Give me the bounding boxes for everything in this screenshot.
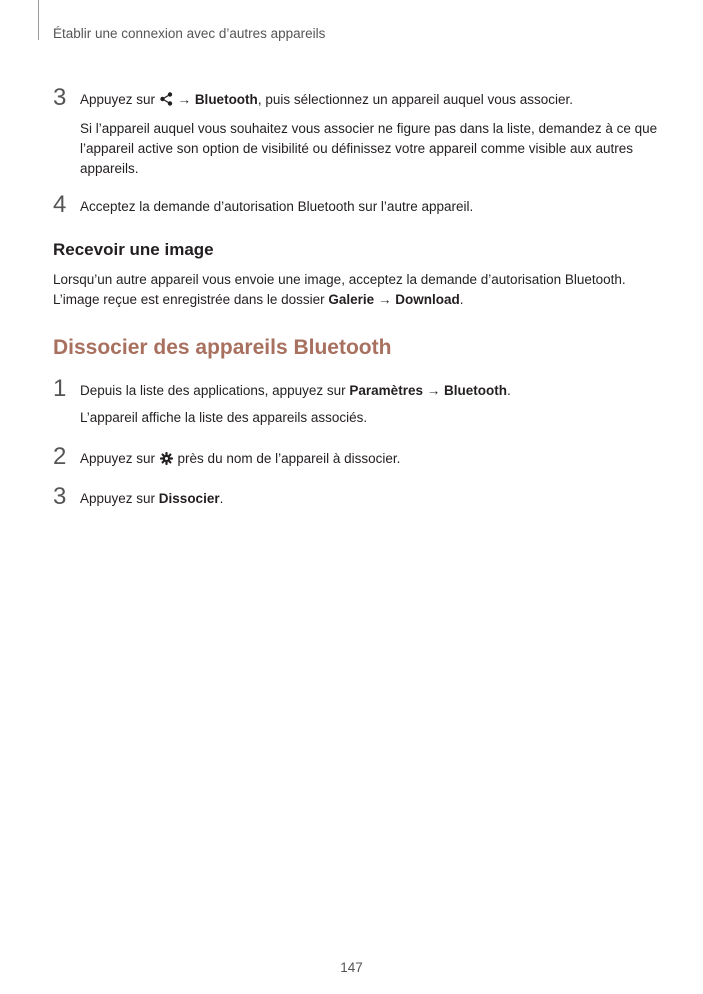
step-instruction [80,449,663,471]
step-instruction [80,90,663,112]
menu-bluetooth: Bluetooth [443,383,507,398]
note-line: Si l’appareil auquel vous souhaitez vous associer ne figure pas dans la liste, demandez à ce que [80,121,658,136]
receive-paragraph [53,270,626,310]
instruction-prefix: Appuyez sur [80,451,159,466]
option-dissocier: Dissocier [158,491,220,506]
folder-download: Download [395,292,460,307]
step-number: 2 [53,443,67,470]
note-line: appareils. [80,161,139,176]
step-instruction [80,489,663,509]
page-number: 147 [340,960,363,975]
step-number: 1 [53,375,67,402]
arrow: → [374,292,396,307]
unpair-step-1 [53,375,663,428]
menu-bluetooth: Bluetooth [194,92,258,107]
line-prefix: L’image reçue est enregistrée dans le dossier [53,292,329,307]
step-instruction: Acceptez la demande d’autorisation Bluetooth sur l’autre appareil. [80,199,474,214]
instruction-suffix: , puis sélectionnez un appareil auquel vous associer. [257,92,574,107]
menu-parametres: Paramètres [349,383,423,398]
paragraph-line [53,290,626,310]
running-header: Établir une connexion avec d’autres appareils [53,26,326,41]
step-4 [53,191,663,218]
step-3-share [53,84,663,179]
arrow: → [173,92,195,107]
step-note [80,119,663,179]
section-heading: Dissocier des appareils Bluetooth [53,336,392,359]
paragraph-line: Lorsqu’un autre appareil vous envoie une image, acceptez la demande d’autorisation Bluetooth. [53,272,626,287]
gear-icon [160,451,173,471]
instruction-suffix: . [219,491,224,506]
instruction-suffix: près du nom de l’appareil à dissocier. [173,451,401,466]
folder-galerie: Galerie [328,292,375,307]
unpair-step-3 [53,483,663,510]
instruction-prefix: Appuyez sur [80,491,159,506]
subsection-heading: Recevoir une image [53,240,214,259]
arrow: → [422,383,444,398]
line-suffix: . [459,292,464,307]
step-number: 3 [53,84,67,111]
step-note: L’appareil affiche la liste des appareils associés. [80,410,368,425]
instruction-prefix: Depuis la liste des applications, appuyez sur [80,383,350,398]
unpair-step-2 [53,443,663,471]
step-instruction [80,381,663,401]
step-number: 4 [53,191,67,218]
share-icon [160,92,173,112]
step-number: 3 [53,483,67,510]
note-line: l’appareil active son option de visibilité ou définissez votre appareil comme visible aux autres [80,141,634,156]
instruction-prefix: Appuyez sur [80,92,159,107]
instruction-suffix: . [506,383,511,398]
margin-rule [38,0,39,40]
